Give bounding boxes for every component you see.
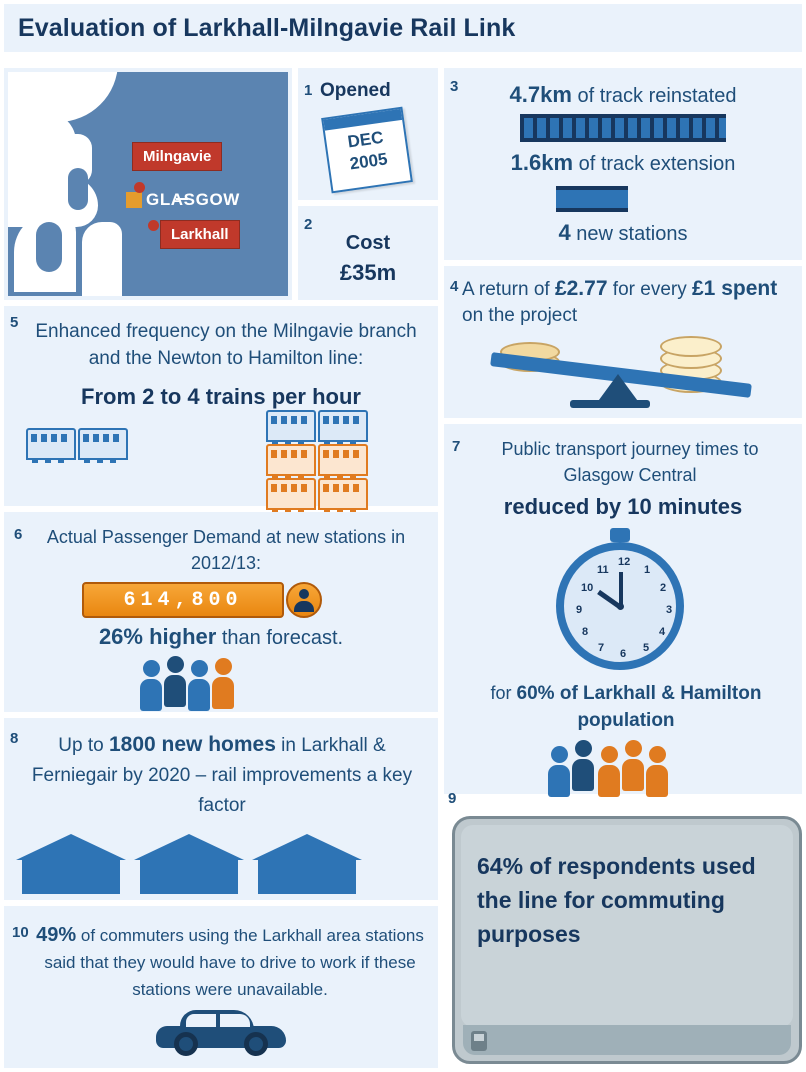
- train-windows: [271, 484, 311, 492]
- journey-for-percent: 60%: [516, 683, 555, 704]
- item-number-10: 10: [12, 924, 29, 941]
- demand-panel: [4, 512, 438, 712]
- item-number-9: 9: [448, 790, 457, 807]
- person-body: [646, 765, 668, 797]
- map-panel: [4, 68, 292, 300]
- calendar-month: DEC: [346, 127, 385, 152]
- cost-value: £35m: [339, 260, 397, 285]
- track-line-3: [444, 220, 802, 246]
- track-panel: [444, 68, 802, 260]
- item-number-1: 1: [304, 82, 313, 99]
- person-head: [191, 660, 208, 677]
- clock-number: 11: [597, 564, 609, 576]
- person-figure: [598, 746, 620, 797]
- train-windows: [323, 484, 363, 492]
- person-body: [622, 759, 644, 791]
- seesaw-base: [570, 400, 650, 408]
- clock-number: 2: [660, 582, 667, 594]
- rail-icon-small: [556, 186, 628, 212]
- train-wheels: [32, 458, 70, 463]
- clock-number: 4: [659, 626, 666, 638]
- person-figure: [646, 746, 668, 797]
- clock-icon: [556, 542, 684, 670]
- person-figure: [164, 656, 186, 707]
- journey-for-text: for: [490, 683, 517, 703]
- car-wheel: [174, 1032, 198, 1056]
- person-figure: [188, 660, 210, 711]
- train-wheels: [84, 458, 122, 463]
- person-figure: [212, 658, 234, 709]
- page-title: Evaluation of Larkhall-Milngavie Rail Link: [18, 13, 516, 42]
- track-value-2: 1.6km: [510, 150, 574, 175]
- map-marker-glasgow: [126, 192, 142, 208]
- person-figure: [572, 740, 594, 791]
- homes-text: [20, 730, 424, 821]
- item-number-2: 2: [304, 216, 313, 233]
- calendar-icon: [321, 107, 413, 194]
- demand-text: Actual Passenger Demand at new stations in 2012/13:: [46, 527, 406, 573]
- rail-icon: [520, 114, 726, 142]
- train-car: [318, 478, 368, 510]
- cost-title: Cost: [345, 232, 391, 254]
- coin: [660, 336, 722, 357]
- return-value-b: £1 spent: [692, 277, 778, 300]
- page-header: [4, 4, 802, 52]
- track-value-1: 4.7km: [509, 82, 572, 107]
- train-windows: [271, 450, 311, 458]
- train-windows: [323, 416, 363, 424]
- track-line-2: [444, 150, 802, 176]
- cost-panel: [298, 206, 438, 300]
- homes-value: 1800 new homes: [108, 733, 276, 756]
- train-windows: [271, 416, 311, 424]
- map-water: [36, 222, 62, 272]
- journey-for-line: [464, 680, 788, 734]
- item-number-7: 7: [452, 438, 461, 455]
- person-head: [299, 589, 309, 599]
- map-marker-larkhall: [148, 220, 159, 231]
- track-line-1: [444, 82, 802, 108]
- person-figure: [548, 746, 570, 797]
- frequency-headline: From 2 to 4 trains per hour: [81, 384, 361, 409]
- journey-text: Public transport journey times to Glasgow Central: [501, 439, 759, 485]
- train-car: [266, 410, 316, 442]
- clock-knob: [610, 528, 630, 542]
- demand-percent-line: [4, 624, 438, 650]
- person-body: [548, 765, 570, 797]
- person-head: [601, 746, 618, 763]
- demand-percent: 26% higher: [98, 624, 217, 649]
- item-number-3: 3: [450, 78, 459, 95]
- person-body: [140, 679, 162, 711]
- person-body: [188, 679, 210, 711]
- return-value-a: £2.77: [554, 277, 608, 300]
- return-text-a: A return of: [462, 279, 555, 300]
- person-figure: [140, 660, 162, 711]
- person-body: [572, 759, 594, 791]
- journey-panel: [444, 424, 802, 794]
- map-label-larkhall: Larkhall: [160, 220, 240, 249]
- commuters-panel: [4, 906, 438, 1068]
- house-body: [258, 860, 356, 894]
- seesaw-icon: [474, 328, 774, 408]
- clock-number: 10: [581, 582, 594, 594]
- journey-headline: reduced by 10 minutes: [503, 494, 743, 519]
- map-label-milngavie: Milngavie: [132, 142, 222, 171]
- tram-icon: [471, 1031, 487, 1051]
- train-car: [266, 444, 316, 476]
- train-car: [26, 428, 76, 460]
- person-head: [625, 740, 642, 757]
- house-icon: [252, 834, 362, 894]
- map-marker-milngavie: [134, 182, 145, 193]
- person-head: [167, 656, 184, 673]
- item-number-4: 4: [450, 278, 459, 295]
- map-water: [68, 168, 88, 210]
- map-label-glasgow: GLASGOW: [146, 190, 240, 209]
- car-wheel: [244, 1032, 268, 1056]
- person-head: [143, 660, 160, 677]
- calendar-year: 2005: [348, 149, 389, 174]
- track-text-1: of track reinstated: [571, 85, 737, 107]
- train-windows: [31, 434, 71, 442]
- car-window: [186, 1014, 216, 1027]
- house-roof: [16, 834, 126, 860]
- person-icon: [286, 582, 322, 618]
- journey-for-rest: of Larkhall & Hamilton population: [554, 683, 762, 731]
- frequency-text: Enhanced frequency on the Milngavie branch and the Newton to Hamilton line:: [35, 321, 417, 369]
- train-car: [318, 410, 368, 442]
- commuters-value: 49%: [36, 924, 77, 946]
- track-text-2: of track extension: [573, 153, 736, 175]
- return-text-c: on the project: [462, 305, 578, 326]
- item-number-5: 5: [10, 314, 19, 331]
- map-image: [8, 72, 288, 296]
- return-panel: [444, 266, 802, 418]
- person-body: [598, 765, 620, 797]
- house-roof: [134, 834, 244, 860]
- person-body: [212, 677, 234, 709]
- return-text: [462, 276, 792, 329]
- homes-panel: [4, 718, 438, 900]
- clock-number: 8: [582, 626, 589, 638]
- person-head: [649, 746, 666, 763]
- train-windows: [83, 434, 123, 442]
- house-icon: [134, 834, 244, 894]
- clock-center: [617, 603, 624, 610]
- house-icon: [16, 834, 126, 894]
- return-text-b: for every: [607, 279, 692, 300]
- respondents-panel: [452, 816, 802, 1064]
- house-roof: [252, 834, 362, 860]
- item-number-6: 6: [14, 526, 23, 543]
- opened-panel: [298, 68, 438, 200]
- car-icon: [156, 1010, 286, 1054]
- person-head: [551, 746, 568, 763]
- person-head: [575, 740, 592, 757]
- rail-sleepers: [520, 118, 726, 138]
- clock-number: 1: [644, 564, 651, 576]
- house-body: [22, 860, 120, 894]
- commuters-text: [34, 922, 426, 1003]
- frequency-panel: [4, 306, 438, 506]
- homes-text-a: Up to: [58, 735, 109, 756]
- house-body: [140, 860, 238, 894]
- person-head: [215, 658, 232, 675]
- commuters-rest: of commuters using the Larkhall area stations said that they would have to drive to work if these stations were unavailable.: [44, 926, 424, 999]
- clock-number: 12: [618, 556, 631, 568]
- respondents-footer: [463, 1025, 791, 1055]
- person-body: [294, 601, 314, 612]
- clock-number: 3: [666, 604, 673, 616]
- item-number-8: 8: [10, 730, 19, 747]
- train-car: [78, 428, 128, 460]
- train-windows: [323, 450, 363, 458]
- train-car: [266, 478, 316, 510]
- passenger-counter: 614,800: [82, 582, 284, 618]
- respondents-text: 64% of respondents used the line for commuting purposes: [477, 853, 756, 947]
- homes-text-b: in Larkhall & Ferniegair by 2020 – rail improvements a key factor: [31, 735, 413, 816]
- clock-number: 7: [598, 642, 605, 654]
- opened-title: Opened: [320, 80, 391, 101]
- map-landmass: [82, 222, 122, 296]
- track-value-3: 4: [558, 220, 571, 245]
- person-figure: [622, 740, 644, 791]
- car-window: [220, 1014, 250, 1027]
- train-car: [318, 444, 368, 476]
- track-text-3: new stations: [570, 223, 688, 245]
- clock-number: 6: [620, 648, 627, 660]
- person-body: [164, 675, 186, 707]
- clock-number: 9: [576, 604, 583, 616]
- demand-percent-rest: than forecast.: [216, 627, 344, 649]
- clock-number: 5: [643, 642, 650, 654]
